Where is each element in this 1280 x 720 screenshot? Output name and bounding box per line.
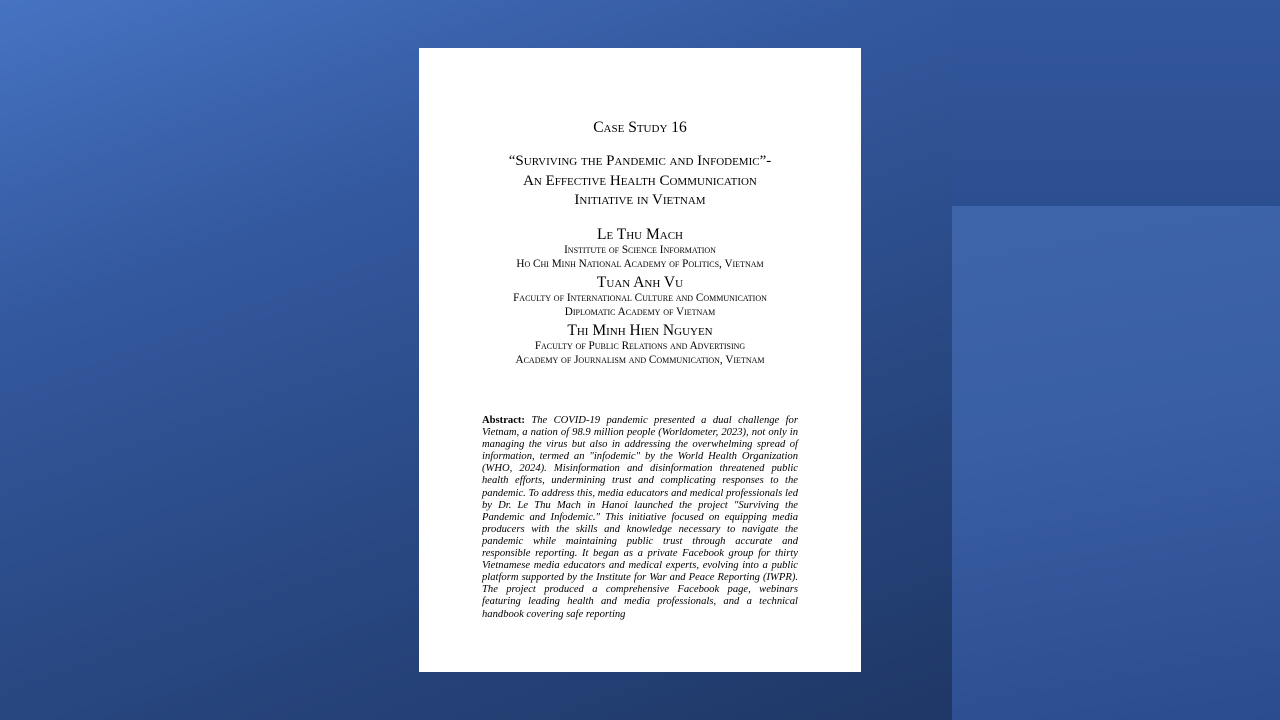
abstract-label: Abstract: [482, 415, 525, 426]
background-right-bottom [952, 206, 1280, 720]
abstract [482, 415, 798, 621]
title-line: Initiative in Vietnam [574, 192, 706, 208]
author-affiliation: Academy of Journalism and Communication, Vietnam [515, 354, 765, 366]
author-name: Tuan Anh Vu [596, 274, 684, 291]
background-right-top [952, 0, 1280, 206]
author-list [439, 226, 841, 367]
author-affiliation: Faculty of International Culture and Communication [513, 292, 767, 304]
author-affiliation: Diplomatic Academy of Vietnam [564, 306, 716, 318]
paper-title [459, 152, 821, 211]
title-line: “Surviving the Pandemic and Infodemic”- [508, 153, 772, 169]
document-page [419, 48, 861, 672]
author-affiliation: Faculty of Public Relations and Advertising [534, 340, 746, 352]
abstract-text: The COVID-19 pandemic presented a dual challenge for Vietnam, a nation of 98.9 million people (Worldometer, 2023), not only in managing the virus but also in addressing the overwhelming spread of information, termed an "infodemic" by the World Health Organization (WHO, 2024). Misinformation and disinformation threatened public health efforts, undermining trust and complicating responses to the pandemic. To address this, media educators and medical professionals led by Dr. Le Thu Mach in Hanoi launched the project "Surviving the Pandemic and Infodemic." This initiative focused on equipping media producers with the skills and knowledge necessary to navigate the pandemic while maintaining public trust through accurate and responsible reporting. It began as a private Facebook group for thirty Vietnamese media educators and medical experts, evolving into a public platform supported by the Institute for War and Peace Reporting (IWPR). The project produced a comprehensive Facebook page, webinars featuring leading health and media professionals, and a technical handbook covering safe reporting [482, 415, 798, 620]
author-affiliation: Ho Chi Minh National Academy of Politics, Vietnam [516, 258, 764, 270]
author-name: Thi Minh Hien Nguyen [567, 322, 713, 339]
title-line: An Effective Health Communication [523, 172, 757, 189]
author-affiliation: Institute of Science Information [564, 244, 716, 256]
author-name: Le Thu Mach [596, 226, 684, 243]
case-study-label: Case Study 16 [593, 119, 687, 136]
